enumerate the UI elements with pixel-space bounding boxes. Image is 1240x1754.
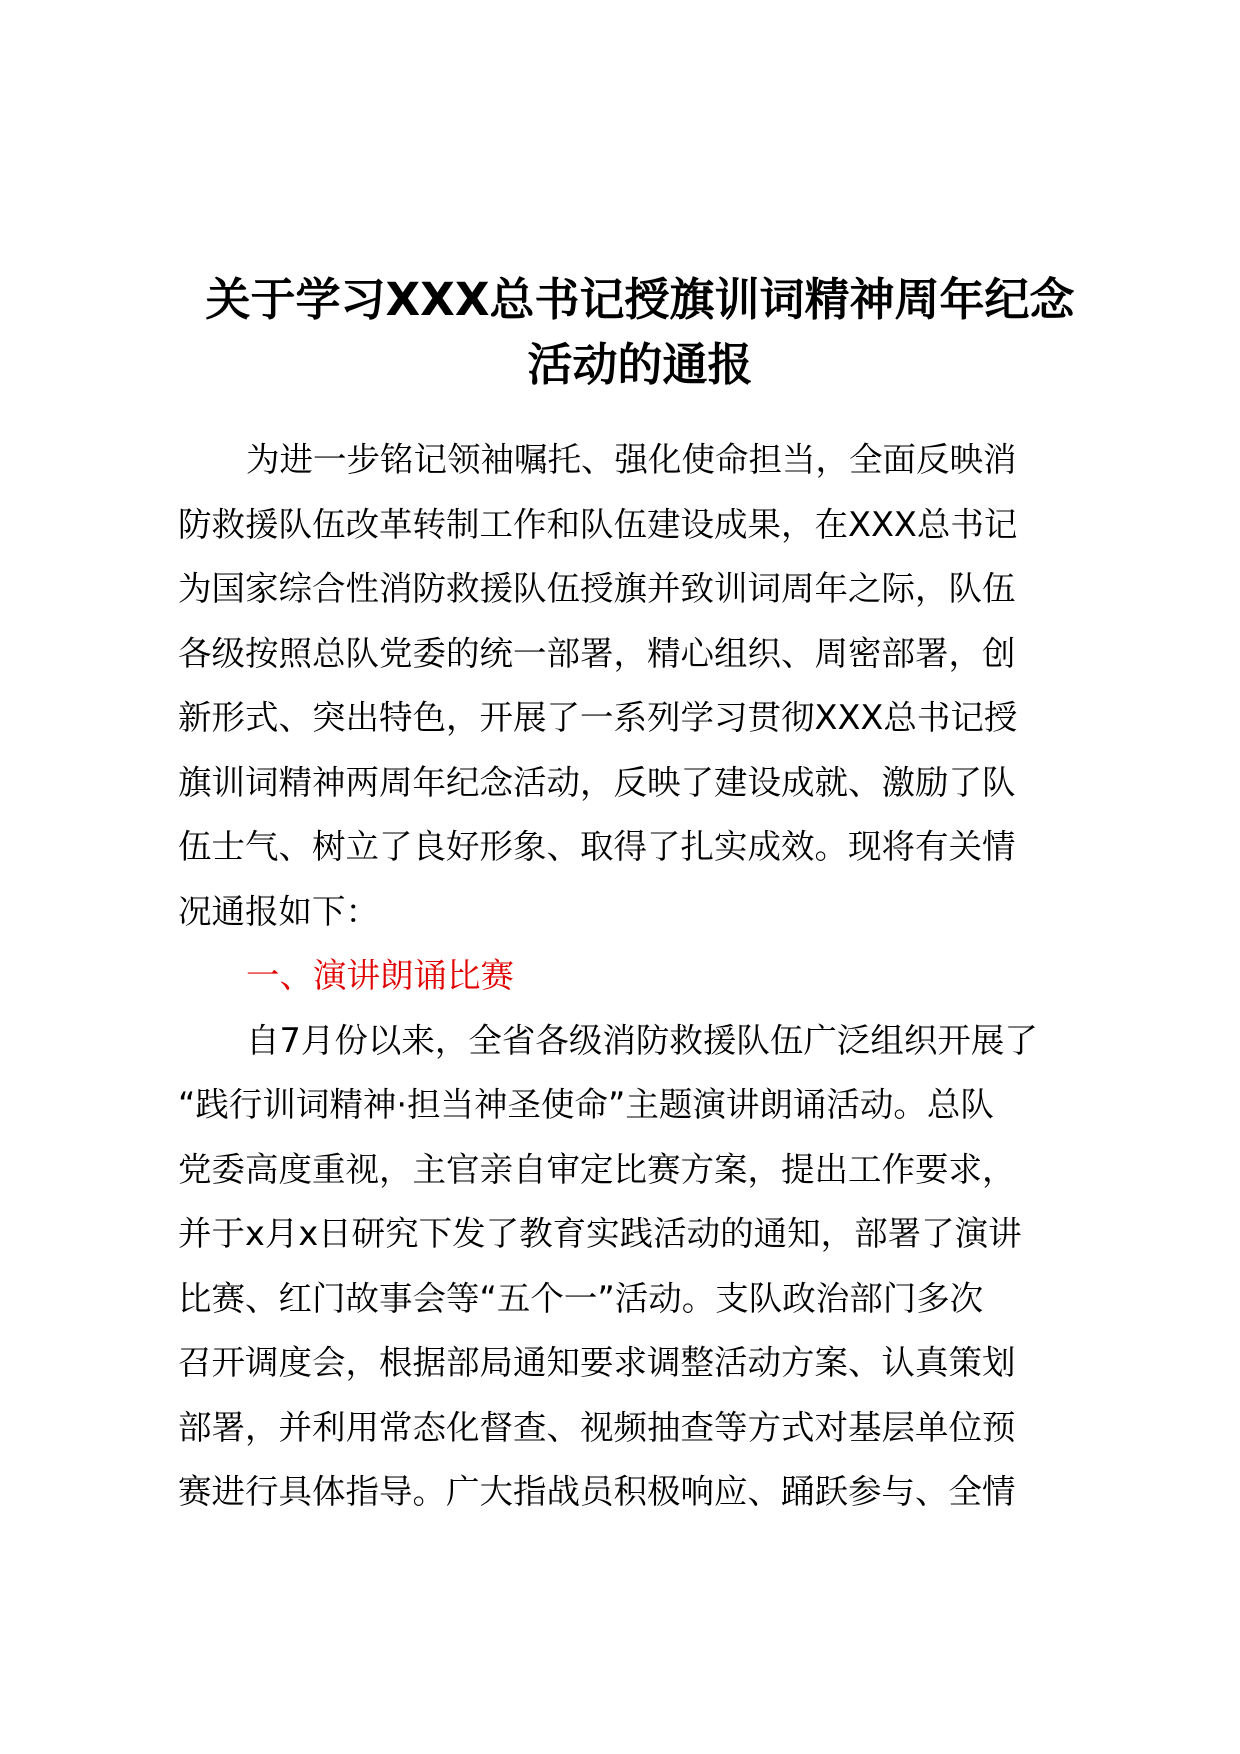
paragraph-line: 旗训词精神两周年纪念活动，反映了建设成就、激励了队 xyxy=(178,762,1016,802)
title-line: 活动的通报 xyxy=(527,337,753,391)
intro-paragraph xyxy=(178,428,1102,944)
document-title xyxy=(160,268,1120,397)
paragraph-line: 伍士气、树立了良好形象、取得了扎实成效。现将有关情 xyxy=(178,827,1016,866)
title-line: 关于学习XXX总书记授旗训词精神周年纪念 xyxy=(205,273,1075,326)
paragraph-line: 各级按照总队党委的统一部署，精心组织、周密部署，创 xyxy=(178,633,1016,673)
paragraph-line: 为进一步铭记领袖嘱托、强化使命担当，全面反映消 xyxy=(246,440,1017,479)
paragraph-line: 新形式、突出特色，开展了一系列学习贯彻XXX总书记授 xyxy=(178,698,1018,737)
paragraph-line: 为国家综合性消防救援队伍授旗并致训词周年之际，队伍 xyxy=(178,569,1016,608)
paragraph-line: 自7月份以来，全省各级消防救援队伍广泛组织开展了 xyxy=(246,1020,1038,1060)
section1-paragraph xyxy=(178,1009,1102,1525)
section-heading: 一、演讲朗诵比赛 xyxy=(246,956,514,995)
paragraph-line: “践行训词精神·担当神圣使命”主题演讲朗诵活动。总队 xyxy=(178,1085,994,1124)
paragraph-line: 况通报如下： xyxy=(178,891,379,931)
paragraph-line: 赛进行具体指导。广大指战员积极响应、踊跃参与、全情 xyxy=(178,1472,1016,1511)
document-body xyxy=(178,428,1102,1525)
paragraph-line: 党委高度重视，主官亲自审定比赛方案，提出工作要求， xyxy=(178,1149,1016,1189)
paragraph-line: 部署，并利用常态化督查、视频抽查等方式对基层单位预 xyxy=(178,1407,1016,1447)
paragraph-line: 防救援队伍改革转制工作和队伍建设成果，在XXX总书记 xyxy=(178,504,1018,544)
paragraph-line: 比赛、红门故事会等“五个一”活动。支队政治部门多次 xyxy=(178,1278,984,1318)
paragraph-line: 召开调度会，根据部局通知要求调整活动方案、认真策划 xyxy=(178,1343,1016,1382)
paragraph-line: 并于x月x日研究下发了教育实践活动的通知，部署了演讲 xyxy=(178,1214,1022,1253)
